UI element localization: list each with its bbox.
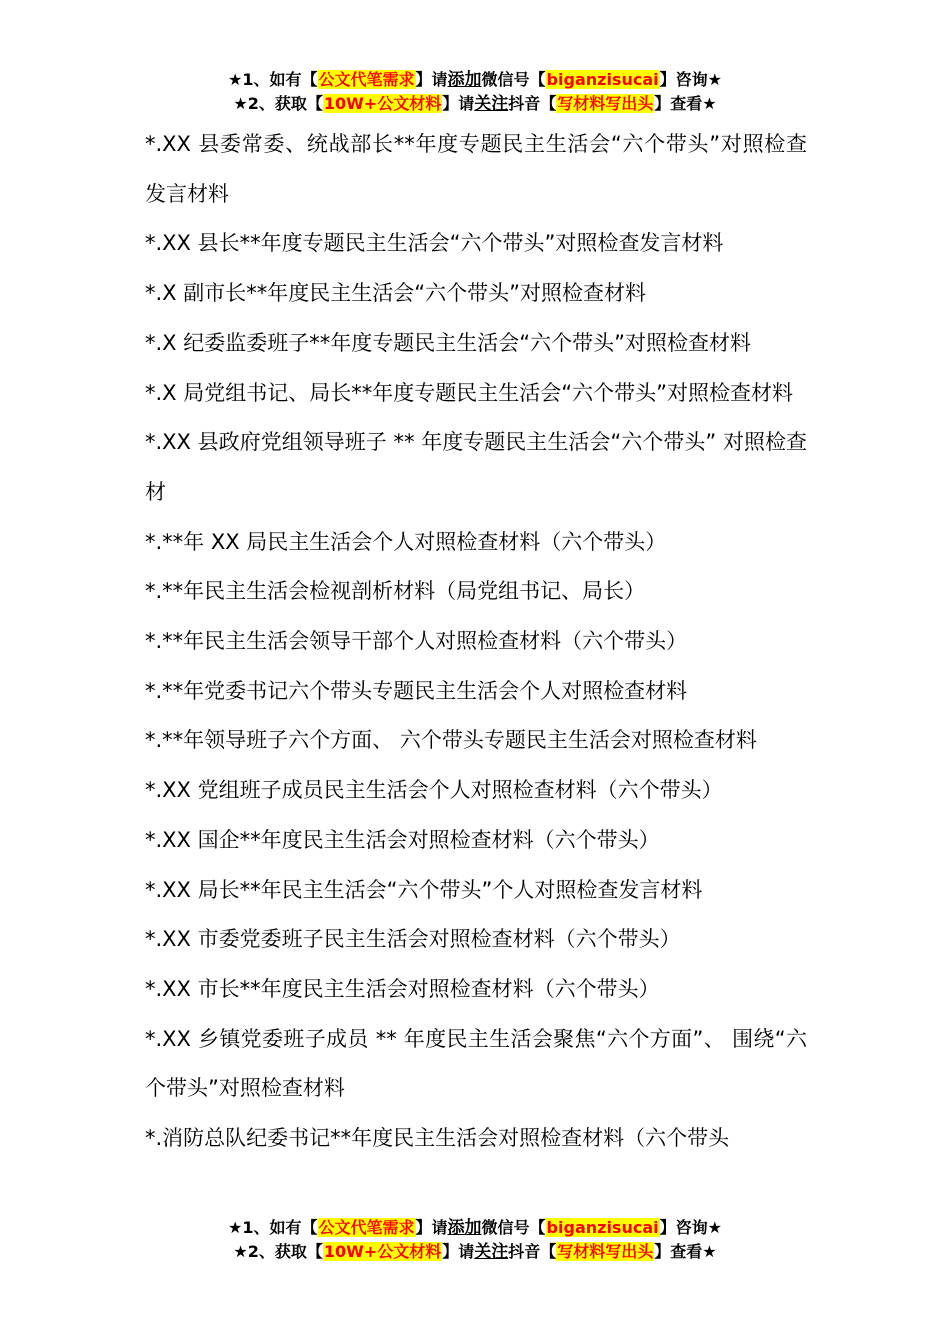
list-item: *.**年 XX 局民主生活会个人对照检查材料（六个带头） (145, 529, 667, 554)
list-item: *.X 副市长**年度民主生活会“六个带头”对照检查材料 (145, 281, 646, 306)
list-item: *.**年领导班子六个方面、 六个带头专题民主生活会对照检查材料 (145, 728, 757, 753)
list-item: *.**年民主生活会检视剖析材料（局党组书记、局长） (145, 579, 646, 604)
document-list (145, 120, 807, 1164)
promo-banner-bottom (0, 1216, 950, 1264)
list-item: *.XX 国企**年度民主生活会对照检查材料（六个带头） (145, 827, 660, 852)
list-item: *.消防总队纪委书记**年度民主生活会对照检查材料（六个带头 (145, 1126, 730, 1151)
wechat-id: biganzisucai (546, 70, 659, 89)
list-item: *.XX 县委常委、统战部长**年度专题民主生活会“六个带头”对照检查发言材料 (145, 132, 807, 206)
list-item: *.**年党委书记六个带头专题民主生活会个人对照检查材料 (145, 678, 688, 703)
wechat-id: biganzisucai (546, 1218, 659, 1237)
promo-line-2: ★2、获取【10W+公文材料】请关注抖音【写材料写出头】查看★ (233, 1242, 717, 1262)
list-item: *.XX 县长**年度专题民主生活会“六个带头”对照检查发言材料 (145, 231, 724, 256)
list-item: *.XX 局长**年民主生活会“六个带头”个人对照检查发言材料 (145, 877, 703, 902)
promo-banner-top (0, 68, 950, 116)
list-item: *.X 局党组书记、局长**年度专题民主生活会“六个带头”对照检查材料 (145, 380, 793, 405)
service-highlight: 公文代笔需求 (318, 1218, 415, 1237)
list-item: *.**年民主生活会领导干部个人对照检查材料（六个带头） (145, 629, 688, 654)
douyin-account: 写材料写出头 (557, 94, 654, 113)
service-highlight: 公文代笔需求 (318, 70, 415, 89)
list-item: *.XX 党组班子成员民主生活会个人对照检查材料（六个带头） (145, 778, 723, 803)
promo-line-1: ★1、如有【公文代笔需求】请添加微信号【biganzisucai】咨询★ (228, 1218, 722, 1238)
list-item: *.XX 县政府党组领导班子 ** 年度专题民主生活会“六个带头” 对照检查材 (145, 430, 807, 504)
promo-line-2: ★2、获取【10W+公文材料】请关注抖音【写材料写出头】查看★ (233, 94, 717, 114)
list-item: *.XX 市委党委班子民主生活会对照检查材料（六个带头） (145, 927, 681, 952)
materials-highlight: 10W+公文材料 (323, 1242, 442, 1261)
douyin-account: 写材料写出头 (557, 1242, 654, 1261)
promo-line-1: ★1、如有【公文代笔需求】请添加微信号【biganzisucai】咨询★ (228, 70, 722, 90)
materials-highlight: 10W+公文材料 (323, 94, 442, 113)
list-item: *.XX 市长**年度民主生活会对照检查材料（六个带头） (145, 976, 660, 1001)
list-item: *.XX 乡镇党委班子成员 ** 年度民主生活会聚焦“六个方面”、 围绕“六个带头”对照检查材料 (145, 1026, 807, 1101)
list-item: *.X 纪委监委班子**年度专题民主生活会“六个带头”对照检查材料 (145, 330, 751, 355)
